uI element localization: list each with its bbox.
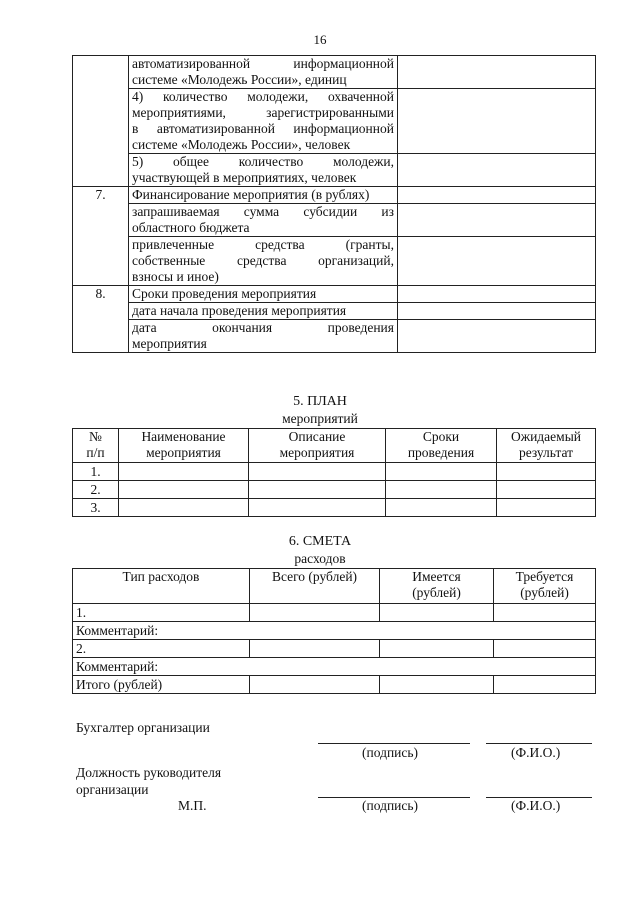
plan-cell-name[interactable] xyxy=(119,481,249,499)
accountant-fio-caption: (Ф.И.О.) xyxy=(511,745,561,760)
item-value[interactable] xyxy=(398,89,596,154)
info-row xyxy=(73,237,596,286)
item-description: Сроки проведения мероприятия xyxy=(129,286,398,303)
item-description: дата окончания проведения мероприятия xyxy=(129,320,398,353)
plan-cell-result[interactable] xyxy=(497,481,596,499)
head-fio-caption: (Ф.И.О.) xyxy=(511,798,561,813)
smeta-total-available[interactable] xyxy=(380,676,494,694)
plan-cell-name[interactable] xyxy=(119,499,249,517)
item-number xyxy=(73,56,129,187)
smeta-header-row xyxy=(73,569,596,604)
item-description: 4) количество молодежи, охваченной мероприятиями, зарегистрированными в автоматизированной информационной системе «Молодежь России», человек xyxy=(129,89,398,154)
info-row xyxy=(73,154,596,187)
plan-header-result: Ожидаемый результат xyxy=(497,429,596,463)
smeta-total-required[interactable] xyxy=(494,676,596,694)
smeta-cell-required[interactable] xyxy=(494,640,596,658)
smeta-comment[interactable]: Комментарий: xyxy=(73,658,596,676)
accountant-fio-line[interactable] xyxy=(486,743,592,744)
item-value[interactable] xyxy=(398,237,596,286)
smeta-comment-row xyxy=(73,622,596,640)
smeta-total-label: Итого (рублей) xyxy=(73,676,250,694)
item-description: запрашиваемая сумма субсидии из областного бюджета xyxy=(129,204,398,237)
plan-cell-dates[interactable] xyxy=(386,481,497,499)
smeta-header-required: Требуется (рублей) xyxy=(494,569,596,604)
accountant-label: Бухгалтер организации xyxy=(76,720,210,735)
info-row xyxy=(73,89,596,154)
head-signature-caption: (подпись) xyxy=(362,798,419,813)
info-row xyxy=(73,320,596,353)
plan-cell-dates[interactable] xyxy=(386,499,497,517)
smeta-cell-total[interactable] xyxy=(250,640,380,658)
plan-cell-description[interactable] xyxy=(249,499,386,517)
item-description: Финансирование мероприятия (в рублях) xyxy=(129,187,398,204)
smeta-subtitle: расходов xyxy=(294,551,346,566)
plan-table xyxy=(72,428,596,517)
plan-subtitle: мероприятий xyxy=(282,411,358,426)
plan-row xyxy=(73,481,596,499)
smeta-header-type: Тип расходов xyxy=(73,569,250,604)
event-info-table xyxy=(72,55,596,353)
plan-header-num: № п/п xyxy=(73,429,119,463)
plan-header-description: Описание мероприятия xyxy=(249,429,386,463)
item-value[interactable] xyxy=(398,320,596,353)
item-description: 5) общее количество молодежи, участвующей в мероприятиях, человек xyxy=(129,154,398,187)
item-description: привлеченные средства (гранты, собственные средства организаций, взносы и иное) xyxy=(129,237,398,286)
smeta-total-row xyxy=(73,676,596,694)
smeta-row xyxy=(73,604,596,622)
smeta-comment-row xyxy=(73,658,596,676)
smeta-total-sum[interactable] xyxy=(250,676,380,694)
plan-cell-result[interactable] xyxy=(497,463,596,481)
accountant-signature-caption: (подпись) xyxy=(362,745,419,760)
plan-cell-description[interactable] xyxy=(249,481,386,499)
smeta-title: 6. СМЕТА xyxy=(288,534,352,549)
item-value[interactable] xyxy=(398,154,596,187)
smeta-table xyxy=(72,568,596,694)
plan-row xyxy=(73,463,596,481)
plan-header-name: Наименование мероприятия xyxy=(119,429,249,463)
smeta-header-total: Всего (рублей) xyxy=(250,569,380,604)
plan-header-dates: Сроки проведения xyxy=(386,429,497,463)
info-row xyxy=(73,56,596,89)
stamp-label: М.П. xyxy=(178,798,207,813)
item-description: дата начала проведения мероприятия xyxy=(129,303,398,320)
smeta-cell-available[interactable] xyxy=(380,604,494,622)
plan-row-num: 3. xyxy=(73,499,119,517)
item-value[interactable] xyxy=(398,286,596,303)
smeta-header-available: Имеется (рублей) xyxy=(380,569,494,604)
item-number: 8. xyxy=(73,286,129,353)
item-value[interactable] xyxy=(398,303,596,320)
smeta-comment[interactable]: Комментарий: xyxy=(73,622,596,640)
smeta-cell-available[interactable] xyxy=(380,640,494,658)
page-number: 16 xyxy=(313,32,327,47)
smeta-row-num: 2. xyxy=(73,640,250,658)
smeta-row-num: 1. xyxy=(73,604,250,622)
item-number: 7. xyxy=(73,187,129,286)
info-row xyxy=(73,303,596,320)
plan-title: 5. ПЛАН xyxy=(293,394,347,409)
plan-row xyxy=(73,499,596,517)
head-position-label-line2: организации xyxy=(76,782,149,797)
plan-cell-result[interactable] xyxy=(497,499,596,517)
head-position-label-line1: Должность руководителя xyxy=(76,765,222,780)
info-row xyxy=(73,286,596,303)
plan-row-num: 2. xyxy=(73,481,119,499)
smeta-cell-total[interactable] xyxy=(250,604,380,622)
plan-row-num: 1. xyxy=(73,463,119,481)
info-row xyxy=(73,187,596,204)
smeta-cell-required[interactable] xyxy=(494,604,596,622)
accountant-signature-line[interactable] xyxy=(318,743,470,744)
plan-cell-description[interactable] xyxy=(249,463,386,481)
item-value[interactable] xyxy=(398,56,596,89)
item-description: автоматизированной информационной системе «Молодежь России», единиц xyxy=(129,56,398,89)
item-value[interactable] xyxy=(398,187,596,204)
plan-header-row xyxy=(73,429,596,463)
plan-cell-dates[interactable] xyxy=(386,463,497,481)
item-value[interactable] xyxy=(398,204,596,237)
smeta-row xyxy=(73,640,596,658)
info-row xyxy=(73,204,596,237)
plan-cell-name[interactable] xyxy=(119,463,249,481)
